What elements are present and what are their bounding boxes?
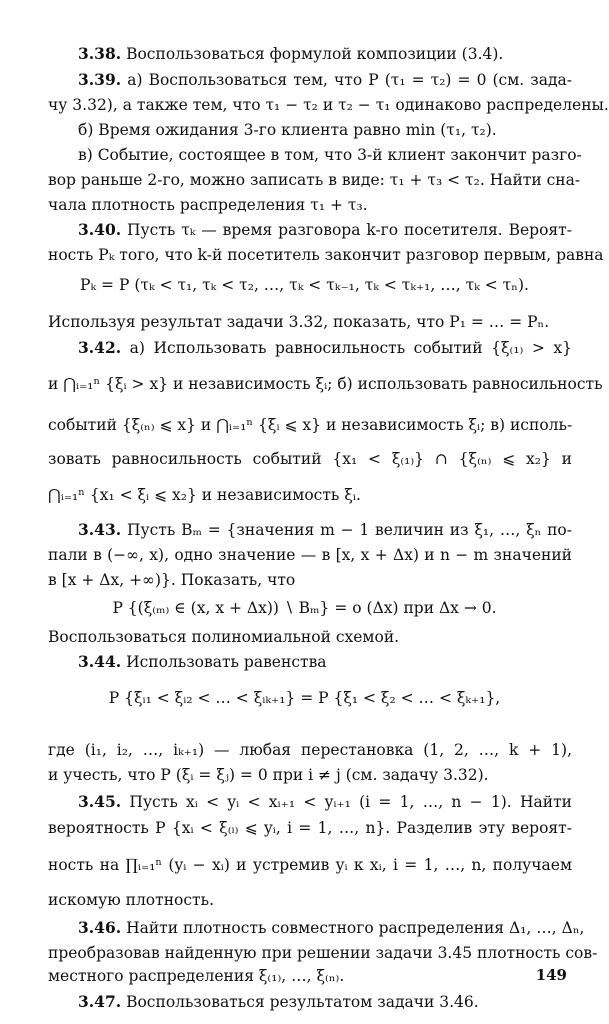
text-line: чу 3.32), а также тем, что τ₁ − τ₂ и τ₂ − τ₁ одинаково распределены. — [48, 96, 609, 114]
problem-number: 3.38. — [78, 44, 122, 63]
hint-3-46 — [78, 918, 585, 938]
page-number: 149 — [535, 966, 567, 984]
text-line: Воспользоваться полиномиальной схемой. — [48, 628, 400, 646]
display-formula: Pₖ = P (τₖ < τ₁, τₖ < τ₂, …, τₖ < τₖ₋₁, τₖ < τₖ₊₁, …, τₖ < τₙ). — [80, 276, 529, 294]
hint-text: Пусть xᵢ < yᵢ < xᵢ₊₁ < yᵢ₊₁ (i = 1, …, n − 1). Найти — [121, 793, 572, 811]
hint-text: Использовать равенства — [121, 653, 327, 671]
hint-text: Найти плотность совместного распределения Δ₁, …, Δₙ, — [121, 919, 585, 937]
display-formula: P {(ξ₍ₘ₎ ∈ (x, x + Δx)) ∖ Bₘ} = o (Δx) при Δx → 0. — [112, 599, 497, 617]
hint-3-40 — [78, 220, 572, 240]
text-line: б) Время ожидания 3-го клиента равно min (τ₁, τ₂). — [78, 121, 497, 139]
text-line: ность на ∏ᵢ₌₁ⁿ (yᵢ − xᵢ) и устремив yᵢ к xᵢ, i = 1, …, n, получаем — [48, 856, 572, 874]
text-line: пали в (−∞, x), одно значение — в [x, x + Δx) и n − m значений — [48, 546, 572, 564]
hint-text: Воспользоваться результатом задачи 3.46. — [121, 993, 479, 1011]
text-line: искомую плотность. — [48, 891, 214, 909]
text-line: чала плотность распределения τ₁ + τ₃. — [48, 196, 368, 214]
problem-number: 3.39. — [78, 70, 122, 89]
text-line: вероятность P {xᵢ < ξ₍ᵢ₎ ⩽ yᵢ, i = 1, …, n}. Разделив эту вероят- — [48, 819, 572, 837]
problem-number: 3.47. — [78, 992, 122, 1011]
text-line: вор раньше 2-го, можно записать в виде: τ₁ + τ₃ < τ₂. Найти сна- — [48, 171, 581, 189]
hint-3-45 — [78, 792, 572, 812]
hint-3-47 — [78, 992, 572, 1012]
text-line: где (i₁, i₂, …, iₖ₊₁) — любая перестановка (1, 2, …, k + 1), — [48, 741, 572, 759]
text-line: событий {ξ₍ₙ₎ ⩽ x} и ⋂ᵢ₌₁ⁿ {ξᵢ ⩽ x} и независимость ξᵢ; в) исполь- — [48, 416, 573, 434]
problem-number: 3.44. — [78, 652, 122, 671]
problem-number: 3.43. — [78, 520, 122, 539]
hint-text: а) Использовать равносильность событий {ξ₍₁₎ > x} — [121, 339, 572, 357]
text-line: Используя результат задачи 3.32, показать, что P₁ = … = Pₙ. — [48, 313, 550, 331]
hint-3-42 — [78, 338, 572, 358]
hint-3-38 — [78, 44, 572, 64]
hint-text: Пусть Bₘ = {значения m − 1 величин из ξ₁, …, ξₙ по- — [121, 521, 572, 539]
text-line: ность Pₖ того, что k-й посетитель закончит разговор первым, равна — [48, 246, 604, 264]
problem-number: 3.45. — [78, 792, 122, 811]
hint-3-44 — [78, 652, 572, 672]
text-line: зовать равносильность событий {x₁ < ξ₍₁₎} ∩ {ξ₍ₙ₎ ⩽ x₂} и — [48, 450, 572, 468]
display-formula: P {ξᵢ₁ < ξᵢ₂ < … < ξᵢₖ₊₁} = P {ξ₁ < ξ₂ < … < ξₖ₊₁}, — [108, 689, 501, 707]
problem-number: 3.40. — [78, 220, 122, 239]
problem-number: 3.46. — [78, 918, 122, 937]
text-line: в) Событие, состоящее в том, что 3-й клиент закончит разго- — [78, 146, 582, 164]
hint-3-39 — [78, 70, 572, 90]
text-line: местного распределения ξ₍₁₎, …, ξ₍ₙ₎. — [48, 967, 345, 985]
text-line: и учесть, что P (ξᵢ = ξⱼ) = 0 при i ≠ j (см. задачу 3.32). — [48, 766, 489, 784]
hint-text: Пусть τₖ — время разговора k-го посетителя. Вероят- — [121, 221, 572, 239]
hint-3-43 — [78, 520, 572, 540]
hint-text: Воспользоваться формулой композиции (3.4). — [121, 45, 504, 63]
hint-text: а) Воспользоваться тем, что P (τ₁ = τ₂) = 0 (см. зада- — [121, 71, 572, 89]
problem-number: 3.42. — [78, 338, 122, 357]
text-line: ⋂ᵢ₌₁ⁿ {x₁ < ξᵢ ⩽ x₂} и независимость ξᵢ. — [48, 486, 361, 504]
text-line: преобразовав найденную при решении задачи 3.45 плотность сов- — [48, 944, 598, 962]
text-line: в [x + Δx, +∞)}. Показать, что — [48, 571, 296, 589]
text-line: и ⋂ᵢ₌₁ⁿ {ξᵢ > x} и независимость ξᵢ; б) использовать равносильность — [48, 375, 603, 393]
